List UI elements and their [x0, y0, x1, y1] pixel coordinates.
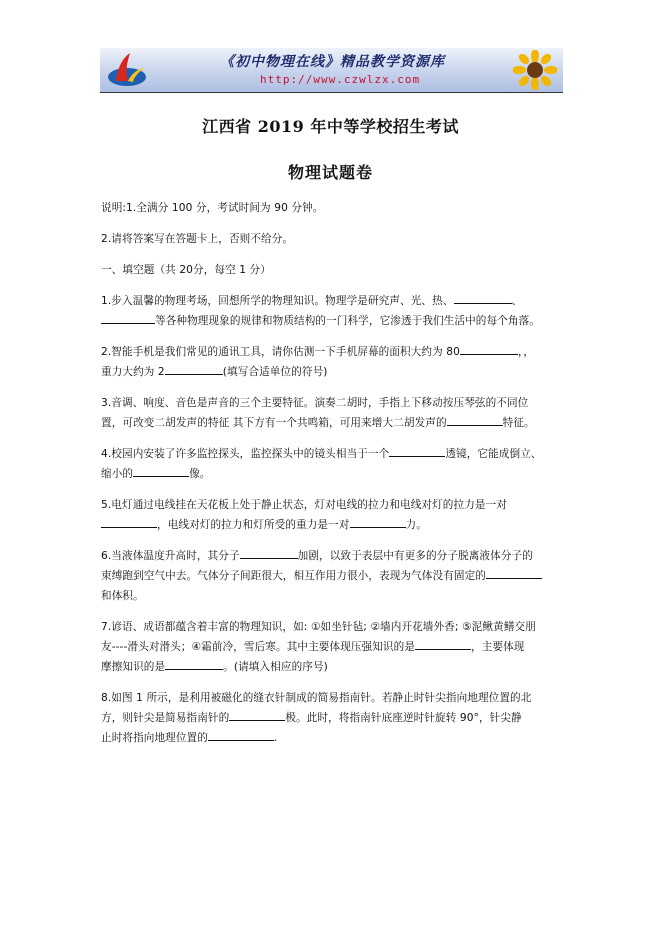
q3-blank-1[interactable] [447, 413, 503, 426]
q7-text-b: 友----滑头对滑头；④霜前冷，雪后寒。其中主要体现压强知识的是 [101, 641, 416, 653]
banner-url-text: http://www.czwlzx.com [260, 73, 421, 86]
q5-blank-2[interactable] [350, 515, 406, 528]
question-1-line-1 [101, 291, 571, 311]
q3-text-a: 3.音调、响度、音色是声音的三个主要特征。演奏二胡时，手指上下移动按压琴弦的不同位 [101, 397, 529, 409]
question-2-line-1 [101, 342, 571, 362]
question-6-line-2 [101, 566, 571, 586]
q5-text-b: ，电线对灯的拉力和灯所受的重力是一对 [157, 519, 350, 531]
question-6-line-1 [101, 546, 571, 566]
q7-text-e: 。(请填入相应的序号) [223, 661, 328, 673]
q6-text-b: 加剧，以致于表层中有更多的分子脱离液体分子的 [297, 550, 533, 562]
q2-text-c: 重力大约为 2 [101, 366, 165, 378]
q1-text-b: 、 [511, 295, 523, 307]
section-heading: 一、填空题（共 20分，每空 1 分） [101, 264, 271, 276]
q4-blank-1[interactable] [389, 444, 445, 457]
question-5-line-2 [101, 515, 571, 535]
q7-text-c: ，主要体现 [471, 641, 525, 653]
q3-text-b: 置，可改变二胡发声的特征 其下方有一个共鸣箱，可用来增大二胡发声的 [101, 417, 447, 429]
question-7-line-3 [101, 657, 571, 677]
q7-blank-1[interactable] [415, 637, 471, 650]
q6-blank-2[interactable] [486, 566, 542, 579]
question-2-line-2 [101, 362, 571, 382]
instruction-line-1: 说明:1.全满分 100 分，考试时间为 90 分钟。 [101, 202, 324, 214]
q2-text-d: (填写合适单位的符号) [222, 366, 328, 378]
q8-text-a: 8.如图 1 所示，是利用被磁化的缝衣针制成的简易指南针。若静止时针尖指向地理位置的北 [101, 692, 532, 704]
question-3-line-2 [101, 413, 571, 433]
exam-subtitle: 物理试题卷 [287, 163, 373, 182]
q2-text-b: ，， [517, 346, 535, 358]
q8-text-d: 止时将指向地理位置的 [101, 732, 208, 744]
q6-text-c: 束缚跑到空气中去。气体分子间距很大，相互作用力很小，表现为气体没有固定的 [101, 570, 486, 582]
q4-text-c: 缩小的 [101, 468, 134, 480]
q8-text-e: . [273, 732, 278, 744]
exam-title: 江西省 2019 年中等学校招生考试 [202, 117, 459, 136]
q8-blank-1[interactable] [229, 708, 285, 721]
q4-text-b: 透镜，它能成倒立、 [445, 448, 542, 460]
q6-text-a: 6.当液体温度升高时，其分子 [101, 550, 240, 562]
question-6-line-3 [101, 586, 571, 606]
question-4-line-2 [101, 464, 571, 484]
q2-blank-1[interactable] [460, 342, 518, 355]
q7-text-d: 摩擦知识的是 [101, 661, 166, 673]
q1-text-c: 等各种物理现象的规律和物质结构的一门科学，它渗透于我们生活中的每个角落。 [155, 315, 540, 327]
q5-text-a: 5.电灯通过电线挂在天花板上处于静止状态，灯对电线的拉力和电线对灯的拉力是一对 [101, 499, 507, 511]
q5-text-c: 力。 [405, 519, 427, 531]
question-5-line-1 [101, 495, 571, 515]
q4-text-d: 像。 [189, 468, 211, 480]
question-4-line-1 [101, 444, 571, 464]
instruction-line-2: 2.请将答案写在答题卡上，否则不给分。 [101, 233, 294, 245]
q7-text-a: 7.谚语、成语都蕴含着丰富的物理知识，如: ①如坐针毡; ②墙内开花墙外香; ⑤泥鳅黄鳝交朋 [101, 621, 536, 633]
q4-text-a: 4.校园内安装了许多监控探头，监控探头中的镜头相当于一个 [101, 448, 390, 460]
q2-text-a: 2.智能手机是我们常见的通讯工具，请你估测一下手机屏幕的面积大约为 80 [101, 346, 460, 358]
question-7-line-2 [101, 637, 571, 657]
czwlzx-logo-icon [106, 51, 148, 89]
question-7-line-1 [101, 617, 571, 637]
q1-blank-2[interactable] [101, 311, 155, 324]
question-3-line-1 [101, 393, 571, 413]
question-1-line-2 [101, 311, 571, 331]
q3-text-c: 特征。 [502, 417, 535, 429]
question-8-line-2 [101, 708, 571, 728]
banner-brand-text: 《初中物理在线》精品教学资源库 [220, 54, 445, 70]
question-8-line-3 [101, 728, 571, 748]
q8-text-c: 极。此时，将指南针底座逆时针旋转 90°，针尖静 [285, 712, 522, 724]
q6-blank-1[interactable] [240, 546, 298, 559]
question-8-line-1 [101, 688, 571, 708]
q4-blank-2[interactable] [133, 464, 189, 477]
header-banner [100, 48, 563, 93]
q8-text-b: 方，则针尖是简易指南针的 [101, 712, 230, 724]
sunflower-icon [513, 50, 557, 90]
q5-blank-1[interactable] [101, 515, 157, 528]
q2-blank-2[interactable] [165, 362, 223, 375]
q6-text-d: 和体积。 [101, 590, 144, 602]
q1-blank-1[interactable] [454, 291, 512, 304]
q8-blank-2[interactable] [208, 728, 274, 741]
q1-text-a: 1.步入温馨的物理考场，回想所学的物理知识。物理学是研究声、光、热、 [101, 295, 454, 307]
q7-blank-2[interactable] [165, 657, 223, 670]
